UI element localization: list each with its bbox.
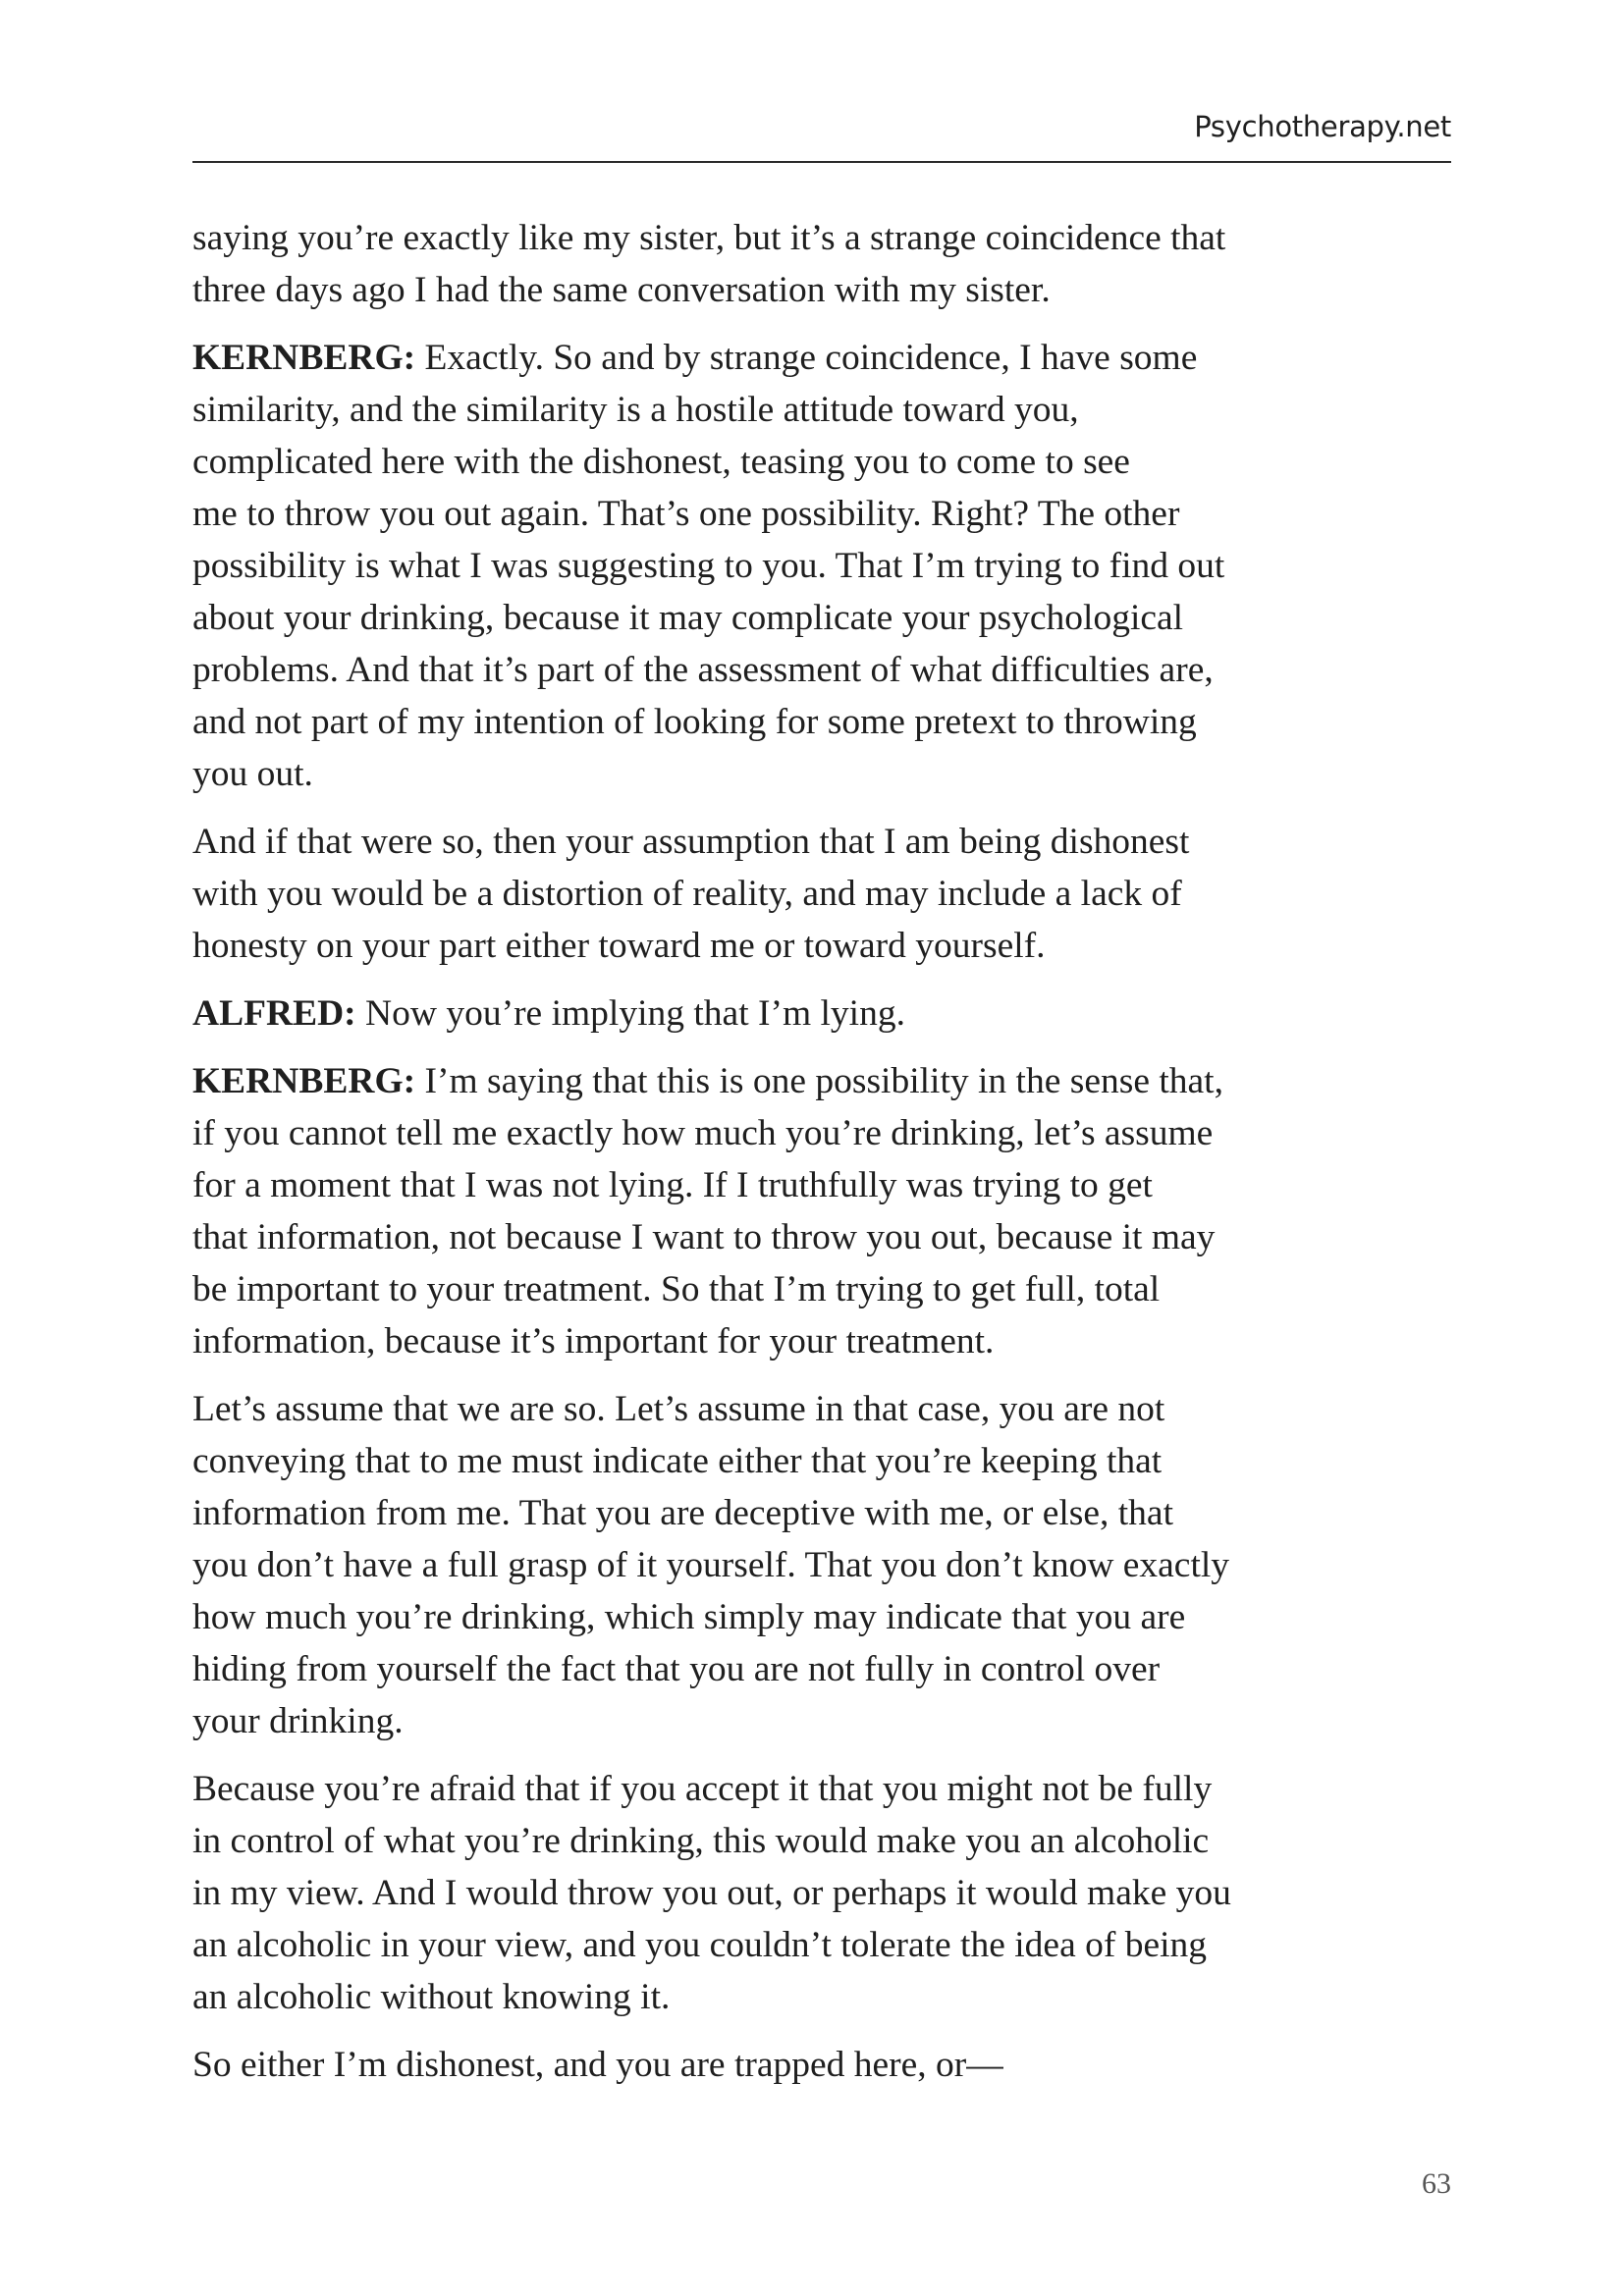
text-line: be important to your treatment. So that I’m trying to get full, total	[192, 1269, 1161, 1309]
text-line: in control of what you’re drinking, this would make you an alcoholic	[192, 1821, 1210, 1861]
text-line: an alcoholic in your view, and you couldn’t tolerate the idea of being	[192, 1925, 1208, 1965]
text-line: So either I’m dishonest, and you are trapped here, or—	[192, 2045, 1003, 2085]
paragraph	[192, 1383, 1469, 1747]
text-line: hiding from yourself the fact that you are not fully in control over	[192, 1649, 1161, 1689]
text-line	[192, 332, 1469, 384]
speaker-label: ALFRED:	[192, 993, 356, 1034]
text-line: about your drinking, because it may complicate your psychological	[192, 598, 1184, 638]
text-line: honesty on your part either toward me or toward yourself.	[192, 926, 1046, 966]
text-line: me to throw you out again. That’s one possibility. Right? The other	[192, 494, 1180, 534]
text-line: you don’t have a full grasp of it yourself. That you don’t know exactly	[192, 1545, 1230, 1585]
text-line: how much you’re drinking, which simply may indicate that you are	[192, 1597, 1186, 1637]
text-line: in my view. And I would throw you out, or perhaps it would make you	[192, 1873, 1231, 1913]
text-line: problems. And that it’s part of the assessment of what difficulties are,	[192, 650, 1214, 690]
page-number: 63	[1422, 2167, 1451, 2200]
text-line: your drinking.	[192, 1701, 404, 1741]
paragraph	[192, 816, 1469, 972]
paragraph	[192, 988, 1469, 1040]
text-line: Because you’re afraid that if you accept it that you might not be fully	[192, 1769, 1213, 1809]
paragraph	[192, 1763, 1469, 2023]
paragraph	[192, 2039, 1469, 2091]
speaker-label: KERNBERG:	[192, 338, 416, 378]
text-line: possibility is what I was suggesting to you. That I’m trying to find out	[192, 546, 1225, 586]
paragraph	[192, 332, 1469, 800]
text-line: for a moment that I was not lying. If I truthfully was trying to get	[192, 1165, 1153, 1205]
text-line: you out.	[192, 754, 313, 794]
speech-text: Exactly. So and by strange coincidence, I have some	[415, 338, 1198, 378]
running-header	[192, 106, 1451, 163]
text-line: and not part of my intention of looking for some pretext to throwing	[192, 702, 1197, 742]
text-line: information, because it’s important for your treatment.	[192, 1321, 995, 1362]
page-body	[192, 212, 1469, 2107]
speech-text: I’m saying that this is one possibility in the sense that,	[415, 1061, 1223, 1101]
text-line: three days ago I had the same conversation with my sister.	[192, 270, 1051, 310]
speech-text: Now you’re implying that I’m lying.	[355, 993, 905, 1034]
text-line: And if that were so, then your assumption that I am being dishonest	[192, 822, 1190, 862]
header-title: Psychotherapy.net	[1194, 110, 1451, 143]
paragraph	[192, 1055, 1469, 1367]
text-line: if you cannot tell me exactly how much you’re drinking, let’s assume	[192, 1113, 1214, 1153]
text-line: conveying that to me must indicate either that you’re keeping that	[192, 1441, 1163, 1481]
text-line: that information, not because I want to throw you out, because it may	[192, 1217, 1216, 1257]
text-line: saying you’re exactly like my sister, but it’s a strange coincidence that	[192, 218, 1226, 258]
text-line: with you would be a distortion of reality, and may include a lack of	[192, 874, 1182, 914]
paragraph	[192, 212, 1469, 316]
text-line: an alcoholic without knowing it.	[192, 1977, 671, 2017]
text-line: similarity, and the similarity is a hostile attitude toward you,	[192, 390, 1079, 430]
speaker-label: KERNBERG:	[192, 1061, 416, 1101]
text-line: Let’s assume that we are so. Let’s assume in that case, you are not	[192, 1389, 1165, 1429]
text-line	[192, 1055, 1469, 1107]
text-line: information from me. That you are deceptive with me, or else, that	[192, 1493, 1173, 1533]
text-line: complicated here with the dishonest, teasing you to come to see	[192, 442, 1130, 482]
text-line	[192, 988, 1469, 1040]
